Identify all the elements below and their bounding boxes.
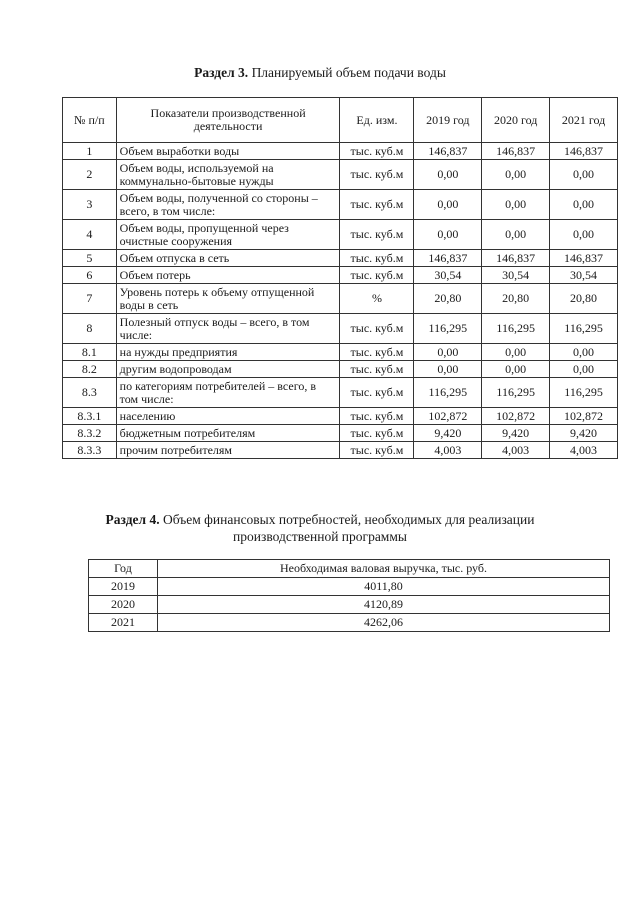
row-year: 2020 [89,596,158,614]
row-indicator: населению [116,408,340,425]
row-indicator: Объем воды, пропущенной через очистные сооружения [116,220,340,250]
row-indicator: Полезный отпуск воды – всего, в том числе: [116,314,340,344]
row-unit: тыс. куб.м [340,190,414,220]
row-unit: тыс. куб.м [340,160,414,190]
row-unit: тыс. куб.м [340,220,414,250]
table-row [63,143,618,160]
row-indicator: по категориям потребителей – всего, в том числе: [116,378,340,408]
row-number: 2 [63,160,117,190]
row-unit: тыс. куб.м [340,442,414,459]
row-number: 8.3.3 [63,442,117,459]
row-value-2020: 116,295 [482,314,550,344]
row-revenue: 4120,89 [158,596,610,614]
row-value-2021: 0,00 [550,361,618,378]
row-revenue: 4011,80 [158,578,610,596]
row-unit: тыс. куб.м [340,425,414,442]
row-value-2020: 146,837 [482,143,550,160]
section4-title-line2: производственной программы [233,529,407,544]
row-unit: тыс. куб.м [340,314,414,344]
row-indicator: Объем выработки воды [116,143,340,160]
row-indicator: Объем потерь [116,267,340,284]
section3-table [62,97,618,459]
row-value-2021: 9,420 [550,425,618,442]
section4-table-body [89,578,610,632]
row-number: 1 [63,143,117,160]
row-value-2019: 116,295 [414,314,482,344]
row-number: 8.3 [63,378,117,408]
table-row [63,250,618,267]
header-2020: 2020 год [482,98,550,143]
section4-title [0,511,640,545]
row-value-2019: 20,80 [414,284,482,314]
row-value-2020: 0,00 [482,361,550,378]
row-value-2020: 30,54 [482,267,550,284]
row-value-2020: 0,00 [482,160,550,190]
section3-title-text: Планируемый объем подачи воды [248,65,446,80]
row-number: 7 [63,284,117,314]
row-number: 8.3.1 [63,408,117,425]
row-value-2021: 146,837 [550,143,618,160]
row-value-2019: 0,00 [414,160,482,190]
table-row [63,160,618,190]
table-row [63,408,618,425]
header-unit: Ед. изм. [340,98,414,143]
row-year: 2021 [89,614,158,632]
table-row [63,442,618,459]
table-row [89,578,610,596]
row-indicator: на нужды предприятия [116,344,340,361]
row-value-2019: 146,837 [414,143,482,160]
table-row [63,344,618,361]
row-number: 8 [63,314,117,344]
row-indicator: Объем воды, используемой на коммунально-бытовые нужды [116,160,340,190]
row-value-2021: 102,872 [550,408,618,425]
row-value-2021: 4,003 [550,442,618,459]
row-value-2021: 30,54 [550,267,618,284]
row-indicator: бюджетным потребителям [116,425,340,442]
row-value-2019: 102,872 [414,408,482,425]
header-num: № п/п [63,98,117,143]
table-row [63,220,618,250]
row-value-2020: 0,00 [482,220,550,250]
row-number: 4 [63,220,117,250]
row-value-2020: 116,295 [482,378,550,408]
row-unit: тыс. куб.м [340,344,414,361]
row-number: 5 [63,250,117,267]
section3-header-row [63,98,618,143]
row-indicator: другим водопроводам [116,361,340,378]
table-row [63,190,618,220]
row-value-2021: 0,00 [550,160,618,190]
row-value-2019: 9,420 [414,425,482,442]
section4-title-text: Объем финансовых потребностей, необходимых для реализации [159,512,535,527]
row-value-2019: 0,00 [414,190,482,220]
row-value-2019: 0,00 [414,220,482,250]
row-value-2020: 146,837 [482,250,550,267]
table-row [63,267,618,284]
row-value-2021: 146,837 [550,250,618,267]
section3-title [0,64,640,81]
row-unit: тыс. куб.м [340,143,414,160]
row-unit: тыс. куб.м [340,267,414,284]
section4-table [88,559,610,632]
row-value-2021: 0,00 [550,190,618,220]
header-2021: 2021 год [550,98,618,143]
table-row [63,425,618,442]
table-row [63,361,618,378]
row-indicator: Объем отпуска в сеть [116,250,340,267]
header-indicator: Показатели производственной деятельности [116,98,340,143]
row-value-2020: 20,80 [482,284,550,314]
row-indicator: прочим потребителям [116,442,340,459]
row-value-2019: 0,00 [414,361,482,378]
table-row [63,378,618,408]
row-unit: тыс. куб.м [340,250,414,267]
row-unit: тыс. куб.м [340,378,414,408]
row-unit: тыс. куб.м [340,361,414,378]
row-indicator: Объем воды, полученной со стороны – всего, в том числе: [116,190,340,220]
row-year: 2019 [89,578,158,596]
row-number: 3 [63,190,117,220]
row-value-2021: 0,00 [550,220,618,250]
section4-header-row [89,560,610,578]
table-row [63,314,618,344]
row-value-2020: 9,420 [482,425,550,442]
row-number: 8.1 [63,344,117,361]
row-value-2019: 116,295 [414,378,482,408]
row-value-2021: 116,295 [550,378,618,408]
section3-title-bold: Раздел 3. [194,65,249,80]
row-value-2019: 146,837 [414,250,482,267]
header-revenue: Необходимая валовая выручка, тыс. руб. [158,560,610,578]
row-number: 8.3.2 [63,425,117,442]
row-value-2019: 4,003 [414,442,482,459]
section3-table-body [63,143,618,459]
row-value-2019: 30,54 [414,267,482,284]
row-value-2020: 0,00 [482,190,550,220]
row-value-2020: 4,003 [482,442,550,459]
row-number: 8.2 [63,361,117,378]
section4-title-bold: Раздел 4. [105,512,160,527]
table-row [89,614,610,632]
row-indicator: Уровень потерь к объему отпущенной воды в сеть [116,284,340,314]
row-value-2020: 102,872 [482,408,550,425]
row-value-2021: 20,80 [550,284,618,314]
table-row [63,284,618,314]
row-value-2020: 0,00 [482,344,550,361]
header-2019: 2019 год [414,98,482,143]
row-value-2021: 116,295 [550,314,618,344]
row-value-2019: 0,00 [414,344,482,361]
row-revenue: 4262,06 [158,614,610,632]
row-value-2021: 0,00 [550,344,618,361]
header-year: Год [89,560,158,578]
row-unit: % [340,284,414,314]
row-unit: тыс. куб.м [340,408,414,425]
table-row [89,596,610,614]
row-number: 6 [63,267,117,284]
